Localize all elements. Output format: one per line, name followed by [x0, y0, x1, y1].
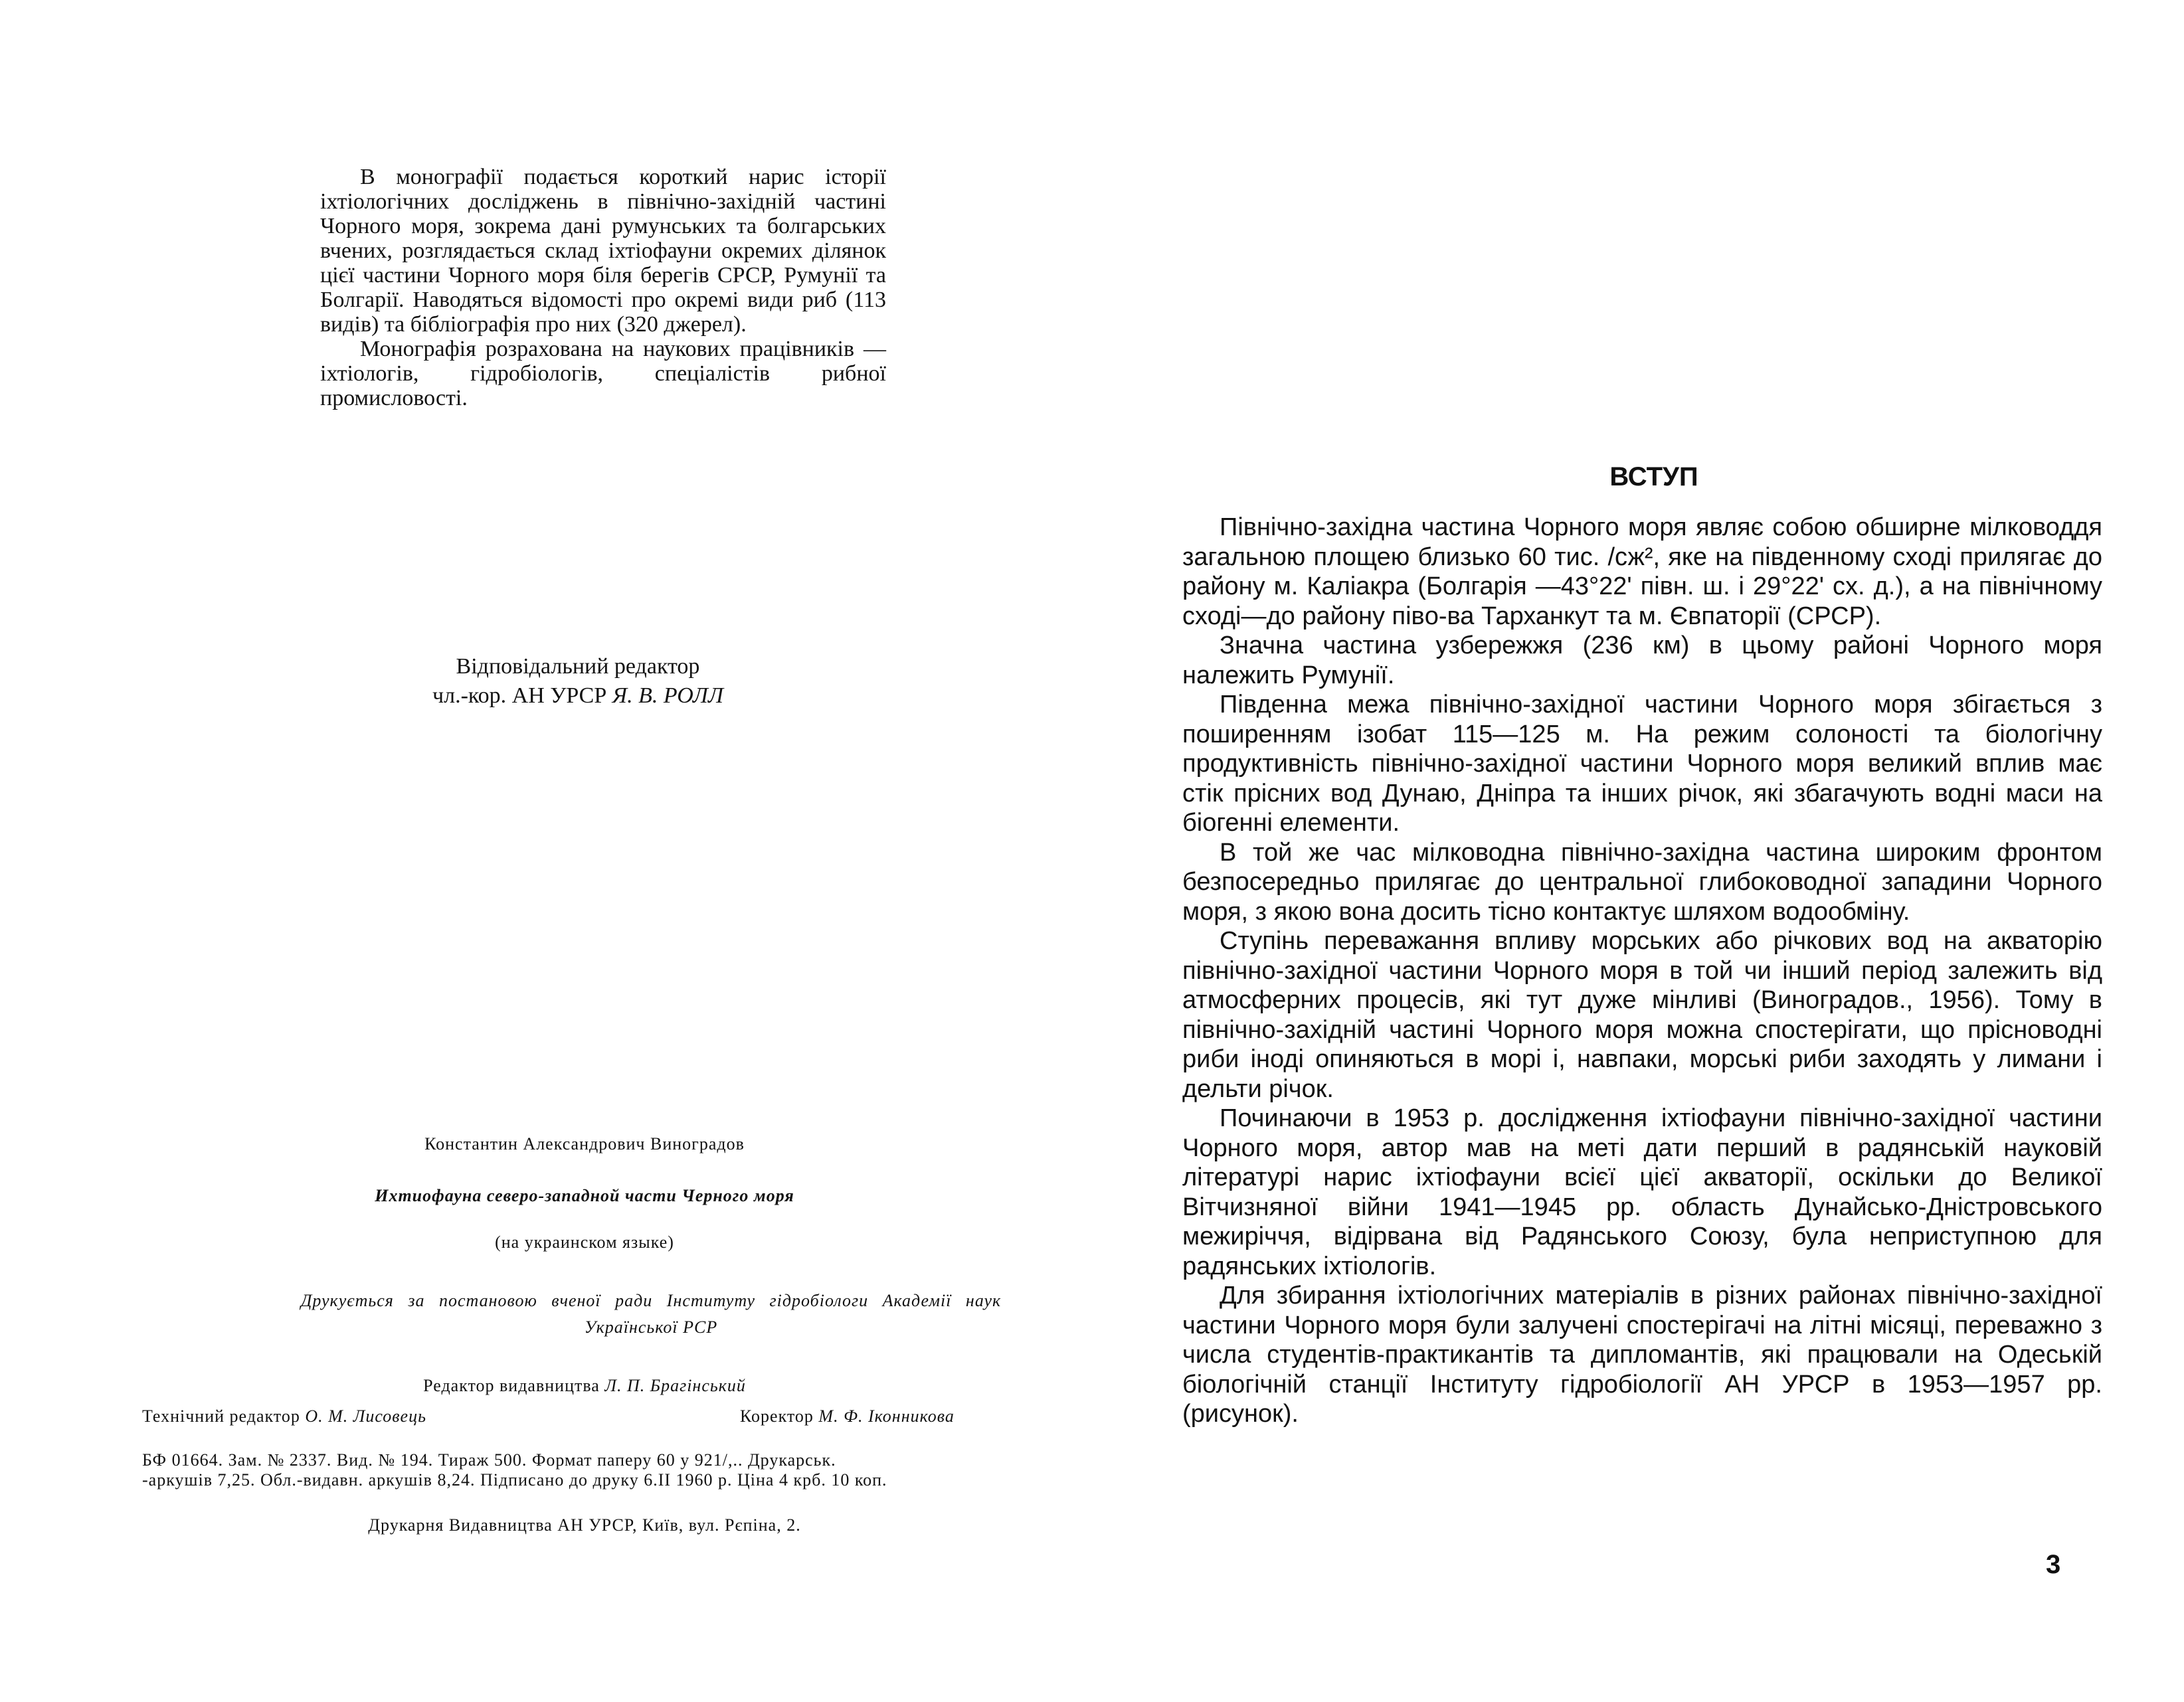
publisher-editor-name: Л. П. Брагінський [604, 1376, 746, 1395]
imprint-details-cont: -аркушів 7,25. Обл.-видавн. аркушів 8,24. Підписано до друку 6.II 1960 р. Ціна 4 крб. 10 коп. [142, 1470, 887, 1489]
abstract-paragraph: Монографія розрахована на наукових працівників — іхтіологів, гідробіологів, спеціалістів рибної промисловості. [320, 337, 886, 410]
imprint-author: Константин Александрович Виноградов [424, 1134, 745, 1153]
corrector [740, 1405, 955, 1428]
editor-name: Я. В. РОЛЛ [612, 683, 723, 708]
intro-paragraph: Південна межа північно-західної частини Чорного моря збігається з поширенням ізобат 115—125 м. На режим солоності та біологічну продуктивність північно-західної частини Чорного моря великий вплив має стік прісних вод Дунаю, Дніпра та інших річок, які збагачують водні маси на біогенні елементи. [1182, 691, 2102, 837]
left-page [0, 0, 1089, 1702]
intro-paragraph: Значна частина узбережжя (236 км) в цьому районі Чорного моря належить Румунії. [1182, 632, 2102, 689]
intro-paragraph: Для збирання іхтіологічних матеріалів в різних районах північно-західної частини Чорного моря були залучені спостерігачі на літні місяці, переважно з числа студентів-практикантів та дипломантів, які працювали на Одеській біологічній станції Інституту гідробіології АН УРСР в 1953—1957 рр. (рисунок). [1182, 1282, 2102, 1428]
intro-paragraph: Ступінь переважання впливу морських або річкових вод на акваторію північно-західної частини Чорного моря в той чи інший період залежить від атмосферних процесів, які тут дуже мінливі (Виноградов., 1956). Тому в північно-західній частині Чорного моря можна спостерігати, що прісноводні риби іноді опиняються в морі і, навпаки, морські риби заходять у лимани і дельти річок. [1182, 927, 2102, 1103]
intro-paragraph: Північно-західна частина Чорного моря являє собою обширне мілководдя загальною площею близько 60 тис. /сж², яке на південному сході прилягає до району м. Каліакра (Болгарія —43°22' півн. ш. і 29°22' сх. д.), а на північному сході—до району півo-ва Тарханкут та м. Євпаторії (СРСР). [1182, 513, 2102, 630]
corrector-label: Коректор [740, 1406, 814, 1426]
imprint-language-note: (на украинском языке) [495, 1233, 674, 1252]
tech-editor-label: Технічний редактор [142, 1406, 300, 1426]
imprint-printer: Друкарня Видавництва АН УРСР, Київ, вул. Рєпіна, 2. [368, 1515, 801, 1535]
imprint-print-authority: Друкується за постановою вченої ради Інституту гідробіологи Академії наук [300, 1291, 1002, 1310]
right-page [1089, 0, 2184, 1702]
tech-editor-name: О. М. Лисовець [305, 1406, 426, 1426]
imprint-title: Ихтиофауна северо-западной части Черного моря [375, 1186, 794, 1205]
imprint-print-authority-cont: Української РСР [584, 1318, 718, 1337]
imprint-editors-row [142, 1405, 1059, 1428]
page-number: 3 [2046, 1550, 2061, 1579]
editor-label: Відповідальний редактор [456, 654, 700, 679]
section-heading: ВСТУП [1609, 462, 1698, 491]
corrector-name: М. Ф. Іконникова [818, 1406, 955, 1426]
imprint-publisher-editor [133, 1375, 1036, 1397]
editor-title: чл.-кор. АН УРСР [432, 683, 607, 708]
intro-paragraph: Починаючи в 1953 р. дослідження іхтіофауни північно-західної частини Чорного моря, автор мав на меті дати перший в радянській науковій літературі нарис іхтіофауни всієї цієї акваторії, оскільки до Великої Вітчизняної війни 1941—1945 рр. область Дунайсько-Дністровського межиріччя, відірвана від Радянського Союзу, була неприступною для радянських іхтіологів. [1182, 1104, 2102, 1280]
intro-text [1182, 513, 2102, 1429]
abstract [320, 165, 886, 410]
abstract-paragraph: В монографії подається короткий нарис історії іхтіологічних досліджень в північно-західній частині Чорного моря, зокрема дані румунських та болгарських вчених, розглядається склад іхтіофауни окремих ділянок цієї частини Чорного моря біля берегів СРСР, Румунії та Болгарії. Наводяться відомості про окремі види риб (113 видів) та бібліографія про них (320 джерел). [320, 165, 886, 337]
intro-paragraph: В той же час мілководна північно-західна частина широким фронтом безпосередньо прилягає до центральної глибоководної западини Чорного моря, з якою вона досить тісно контактує шляхом водообміну. [1182, 838, 2102, 926]
responsible-editor [372, 652, 784, 711]
imprint-details: БФ 01664. Зам. № 2337. Вид. № 194. Тираж 500. Формат паперу 60 у 921/,.. Друкарськ. [142, 1450, 836, 1470]
editor-line [372, 681, 784, 711]
publisher-editor-label: Редактор видавництва [423, 1376, 600, 1395]
